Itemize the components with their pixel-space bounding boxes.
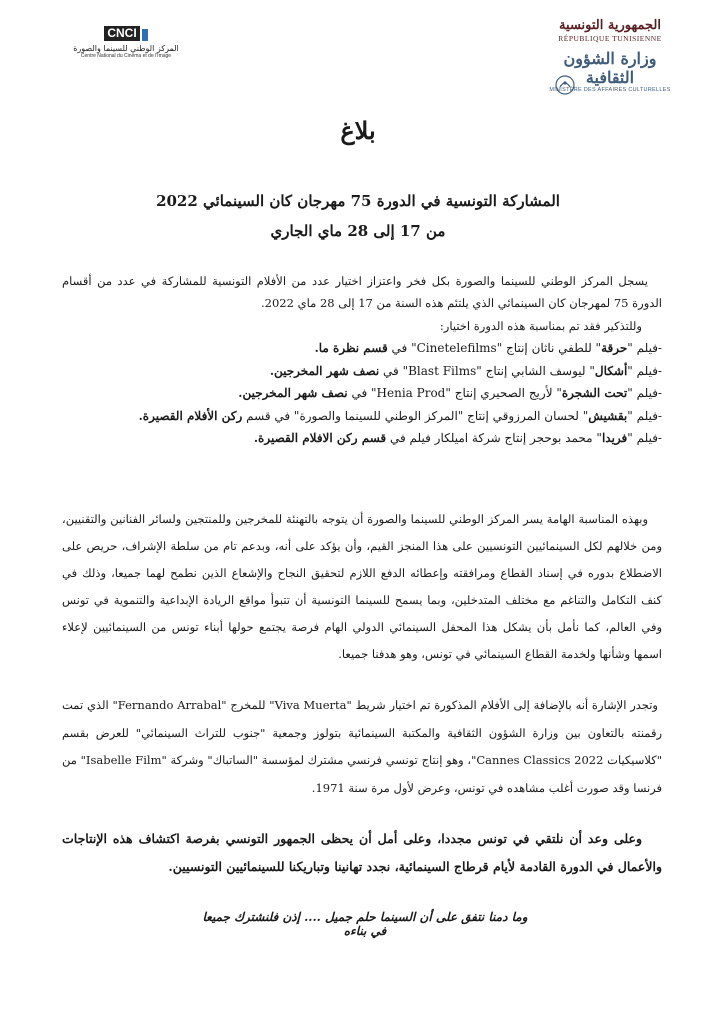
- film-section: قسم نظرة ما.: [314, 341, 388, 355]
- cnci-arabic: المركز الوطني للسينما والصورة: [73, 44, 179, 53]
- ministry-logo: [540, 18, 680, 93]
- film-title: بقشيش: [588, 408, 628, 423]
- main-paragraph: وبهذه المناسبة الهامة يسر المركز الوطني للسينما والصورة أن يتوجه بالتهنئة للمخرجين وللمنتجين ولسائر الفنانين والتقنيين، ومن خلالهم لكل السينمائيين التونسيين على هذا المنجز القيم، وأن يؤكد على أنه، وبدعم تام من سلطة الإشراف، حريص على الاضطلاع بدوره في إسناد القطاع ومرافقته وإعطائه الدفع اللازم لتحقيق النجاح والإشعاع الذين نطمح لهما جميعا، وذلك في كنف التكامل والتناغم مع مختلف المتدخلين، وبما يسمح للسينما التونسية أن تتبوأ مواقع الريادة الإبداعية والتنموية في تونس وفي العالم، كما نأمل بأن يشكل هذا المحفل السينمائي الدولي الهام فرصة يجتمع حولها أبناء تونس من السينمائيين لإعلاء اسمها وشأنها ولخدمة القطاع السينمائي في تونس، وهو هدفنا جميعا.: [62, 512, 662, 661]
- cnci-french: Centre National du Cinéma et de l'Image: [80, 53, 172, 59]
- cnci-mark: [66, 26, 186, 41]
- list-item: -فيلم "بقشيش" لحسان المرزوقي إنتاج "المركز الوطني للسينما والصورة" في قسم ركن الأفلام القصيرة.: [138, 408, 662, 423]
- film-section: قسم ركن الافلام القصيرة.: [253, 431, 387, 446]
- closing-quote: وما دمنا نتفق على أن السينما حلم جميل .... إذن فلنشترك جميعا في بناءه: [202, 910, 528, 938]
- list-item: -فيلم "حرقة" للطفي ناثان إنتاج "Cinetelefilms" في قسم نظرة ما.: [314, 341, 662, 355]
- ministry-arabic: وزارة الشؤون الثقافية: [563, 49, 657, 87]
- closing-paragraph: وعلى وعد أن نلتقي في تونس مجددا، وعلى أمل أن يحظى الجمهور التونسي بفرصة اكتشاف هذه الإنتاجات والأعمال في الدورة القادمة لأيام قرطاج السينمائية، نجدد تهانينا وتباريكنا للسينمائيين التونسيين.: [62, 831, 662, 874]
- film-list: [62, 337, 672, 450]
- film-title: أشكال: [594, 363, 628, 378]
- film-section: ركن الأفلام القصيرة.: [138, 408, 243, 423]
- ministry-french: MINISTÈRE DES AFFAIRES CULTURELLES: [549, 87, 671, 93]
- film-section: نصف شهر المخرجين.: [238, 386, 348, 401]
- cnci-wordmark: CNCI: [104, 26, 139, 41]
- emblem-icon: [554, 74, 576, 96]
- subtitle: [60, 186, 656, 246]
- republic-arabic: الجمهورية التونسية: [559, 18, 661, 33]
- film-title: تحت الشجرة: [561, 386, 628, 401]
- list-item: -فيلم "تحت الشجرة" لأريج الصحيري إنتاج "Henia Prod" في نصف شهر المخرجين.: [238, 386, 662, 401]
- subtitle-line-2: من 17 إلى 28 ماي الجاري: [270, 222, 446, 240]
- film-section: نصف شهر المخرجين.: [269, 363, 380, 378]
- intro-paragraph: يسجل المركز الوطني للسينما والصورة بكل فخر واعتزاز اختيار عدد من الأفلام التونسية للمشاركة في عدد من أقسام الدورة 75 لمهرجان كان السينمائي الذي يلتئم هذه السنة من 17 إلى 28 ماي 2022.: [62, 274, 662, 310]
- list-item: -فيلم "فريدا" محمد بوحجر إنتاج شركة اميلكار فيلم في قسم ركن الافلام القصيرة.: [253, 431, 662, 446]
- film-title: حرقة: [601, 341, 628, 355]
- film-title: فريدا: [601, 431, 628, 446]
- republic-french: RÉPUBLIQUE TUNISIENNE: [558, 34, 662, 43]
- subtitle-line-1: المشاركة التونسية في الدورة 75 مهرجان كان السينمائي 2022: [156, 192, 560, 210]
- extra-paragraph: وتجدر الإشارة أنه بالإضافة إلى الأفلام المذكورة تم اختيار شريط "Viva Muerta" للمخرج "Fernando Arrabal" الذي تمت رقمنته بالتعاون بين وزارة الشؤون الثقافية والمكتبة السينمائية بتولوز وجمعية "جنوب للتراث السينمائي" للعرض بقسم "كلاسيكيات Cannes Classics 2022"، وهو إنتاج تونسي فرنسي مشترك لمؤسسة "الساتباك" وشركة "Isabelle Film" من فرنسا وقد صورت أغلب مشاهده في تونس، وعرض لأول مرة سنة 1971.: [62, 698, 663, 795]
- reminder-line: وللتذكير فقد تم بمناسبة هذه الدورة اختيار:: [439, 319, 642, 333]
- cnci-logo: [66, 26, 186, 59]
- list-item: -فيلم "أشكال" ليوسف الشابي إنتاج "Blast Films" في نصف شهر المخرجين.: [269, 363, 662, 378]
- page-title: بلاغ: [340, 116, 376, 145]
- cnci-accent: [142, 29, 148, 41]
